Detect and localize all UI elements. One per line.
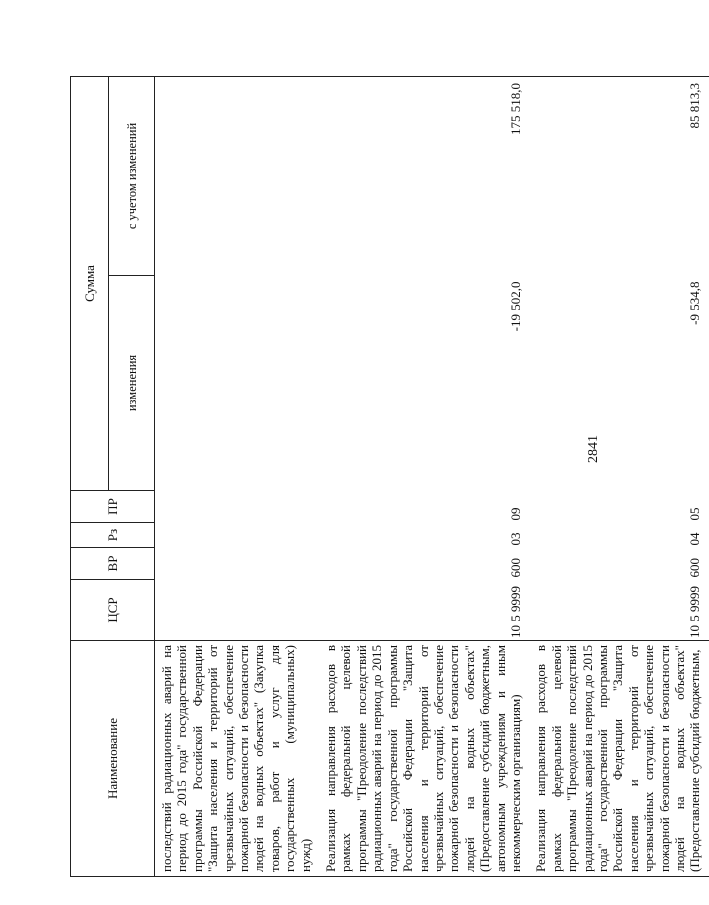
row-csr: 10 5 9999	[507, 586, 523, 638]
row-rz: 03	[507, 532, 523, 546]
row-vr	[155, 548, 320, 580]
row-pr: 09	[507, 507, 523, 521]
header-vr: ВР	[71, 548, 155, 580]
header-row	[71, 77, 109, 877]
header-csr: ЦСР	[71, 580, 155, 641]
page-number: 2841	[586, 435, 601, 463]
row-change	[155, 276, 320, 491]
table-row	[529, 77, 708, 877]
row-name: Реализация направления расходов в рамках федеральной целевой программы "Преодоление последствий радиационных аварий на период до 2015 года" государственной программы Российской Федерации "Защита населения и территорий от чрезвычайных ситуаций, обеспечение пожарной безопасности и безопасности людей на водных объектах" (Предоставление субсидий бюджетным,	[529, 641, 708, 877]
row-with-change: 175 518,0	[319, 77, 529, 276]
row-vr: 600	[507, 558, 523, 578]
row-rz: 04	[687, 532, 703, 546]
row-name: последствий радиационных аварий на период до 2015 года" государственной программы Российской Федерации "Защита населения и территорий от чрезвычайных ситуаций, обеспечение пожарной безопасности и безопасности людей на водных объектах" (Закупка товаров, работ и услуг для государственных (муниципальных) нужд)	[155, 641, 320, 877]
row-with-change	[155, 77, 320, 276]
row-csr	[155, 580, 320, 641]
row-pr: 05	[687, 507, 703, 521]
header-change: изменения	[109, 276, 155, 491]
header-sum: Сумма	[71, 77, 109, 491]
row-csr: 10 5 9999	[687, 586, 703, 638]
header-rz: Рз	[71, 523, 155, 548]
row-vr: 600	[687, 558, 703, 578]
row-change: -9 534,8	[687, 281, 703, 325]
header-with-change: с учетом изменений	[109, 77, 155, 276]
table-row	[155, 77, 320, 877]
row-change: -19 502,0	[507, 281, 523, 332]
header-name: Наименование	[71, 641, 155, 877]
table-row	[319, 77, 529, 877]
row-name: Реализация направления расходов в рамках федеральной целевой программы "Преодоление последствий радиационных аварий на период до 2015 года" государственной программы Российской Федерации "Защита населения и территорий от чрезвычайных ситуаций, обеспечение пожарной безопасности и безопасности людей на водных объектах" (Предоставление субсидий бюджетным, автономным учреждениям и иным некоммерческим организациям)	[319, 641, 529, 877]
row-pr	[155, 491, 320, 523]
header-pr: ПР	[71, 491, 155, 523]
budget-table	[70, 76, 709, 877]
row-with-change: 85 813,3	[529, 77, 708, 276]
row-rz	[155, 523, 320, 548]
